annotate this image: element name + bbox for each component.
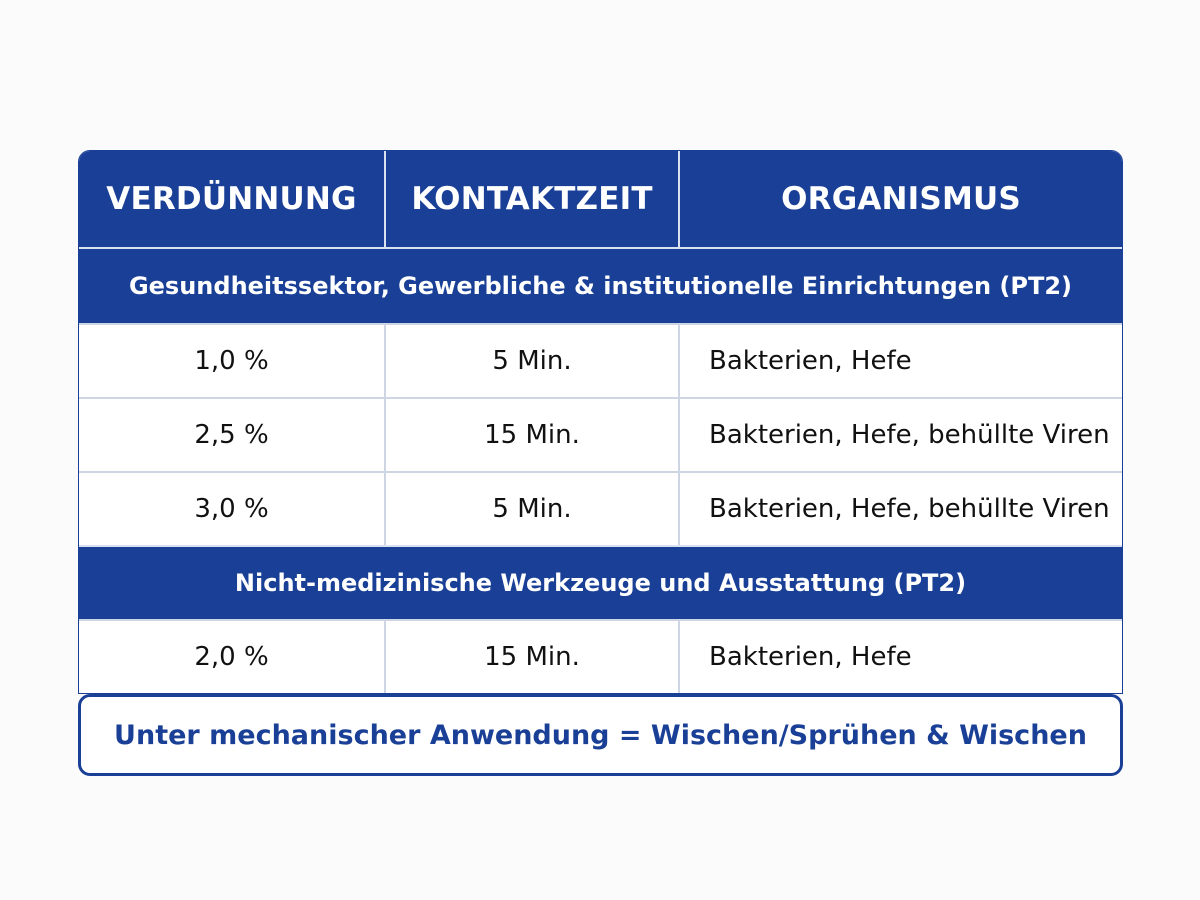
header-contact-time: KONTAKTZEIT [384, 151, 678, 247]
header-dilution: VERDÜNNUNG [106, 181, 357, 217]
table-row [79, 619, 1122, 693]
cell-organism: Bakterien, Hefe, behüllte Viren [678, 473, 1122, 545]
application-note: Unter mechanischer Anwendung = Wischen/Sprühen & Wischen [78, 694, 1123, 776]
cell-contact-time: 5 Min. [384, 473, 678, 545]
cell-contact-time: 15 Min. [384, 399, 678, 471]
section-title-healthcare: Gesundheitssektor, Gewerbliche & institutionelle Einrichtungen (PT2) [79, 247, 1122, 323]
cell-contact-time: 15 Min. [384, 621, 678, 693]
cell-organism: Bakterien, Hefe [678, 621, 1122, 693]
cell-organism: Bakterien, Hefe, behüllte Viren [678, 399, 1122, 471]
table-row [79, 323, 1122, 397]
header-organism: ORGANISMUS [678, 151, 1122, 247]
table-row [79, 397, 1122, 471]
cell-organism: Bakterien, Hefe [678, 325, 1122, 397]
cell-dilution: 3,0 % [194, 494, 269, 524]
dilution-table [78, 150, 1123, 694]
section-title-tools: Nicht-medizinische Werkzeuge und Ausstattung (PT2) [79, 545, 1122, 619]
dilution-table-card [78, 150, 1123, 776]
cell-dilution: 2,0 % [194, 642, 269, 672]
table-header-row [79, 151, 1122, 247]
cell-dilution: 1,0 % [194, 346, 269, 376]
cell-contact-time: 5 Min. [384, 325, 678, 397]
cell-dilution: 2,5 % [194, 420, 269, 450]
table-row [79, 471, 1122, 545]
